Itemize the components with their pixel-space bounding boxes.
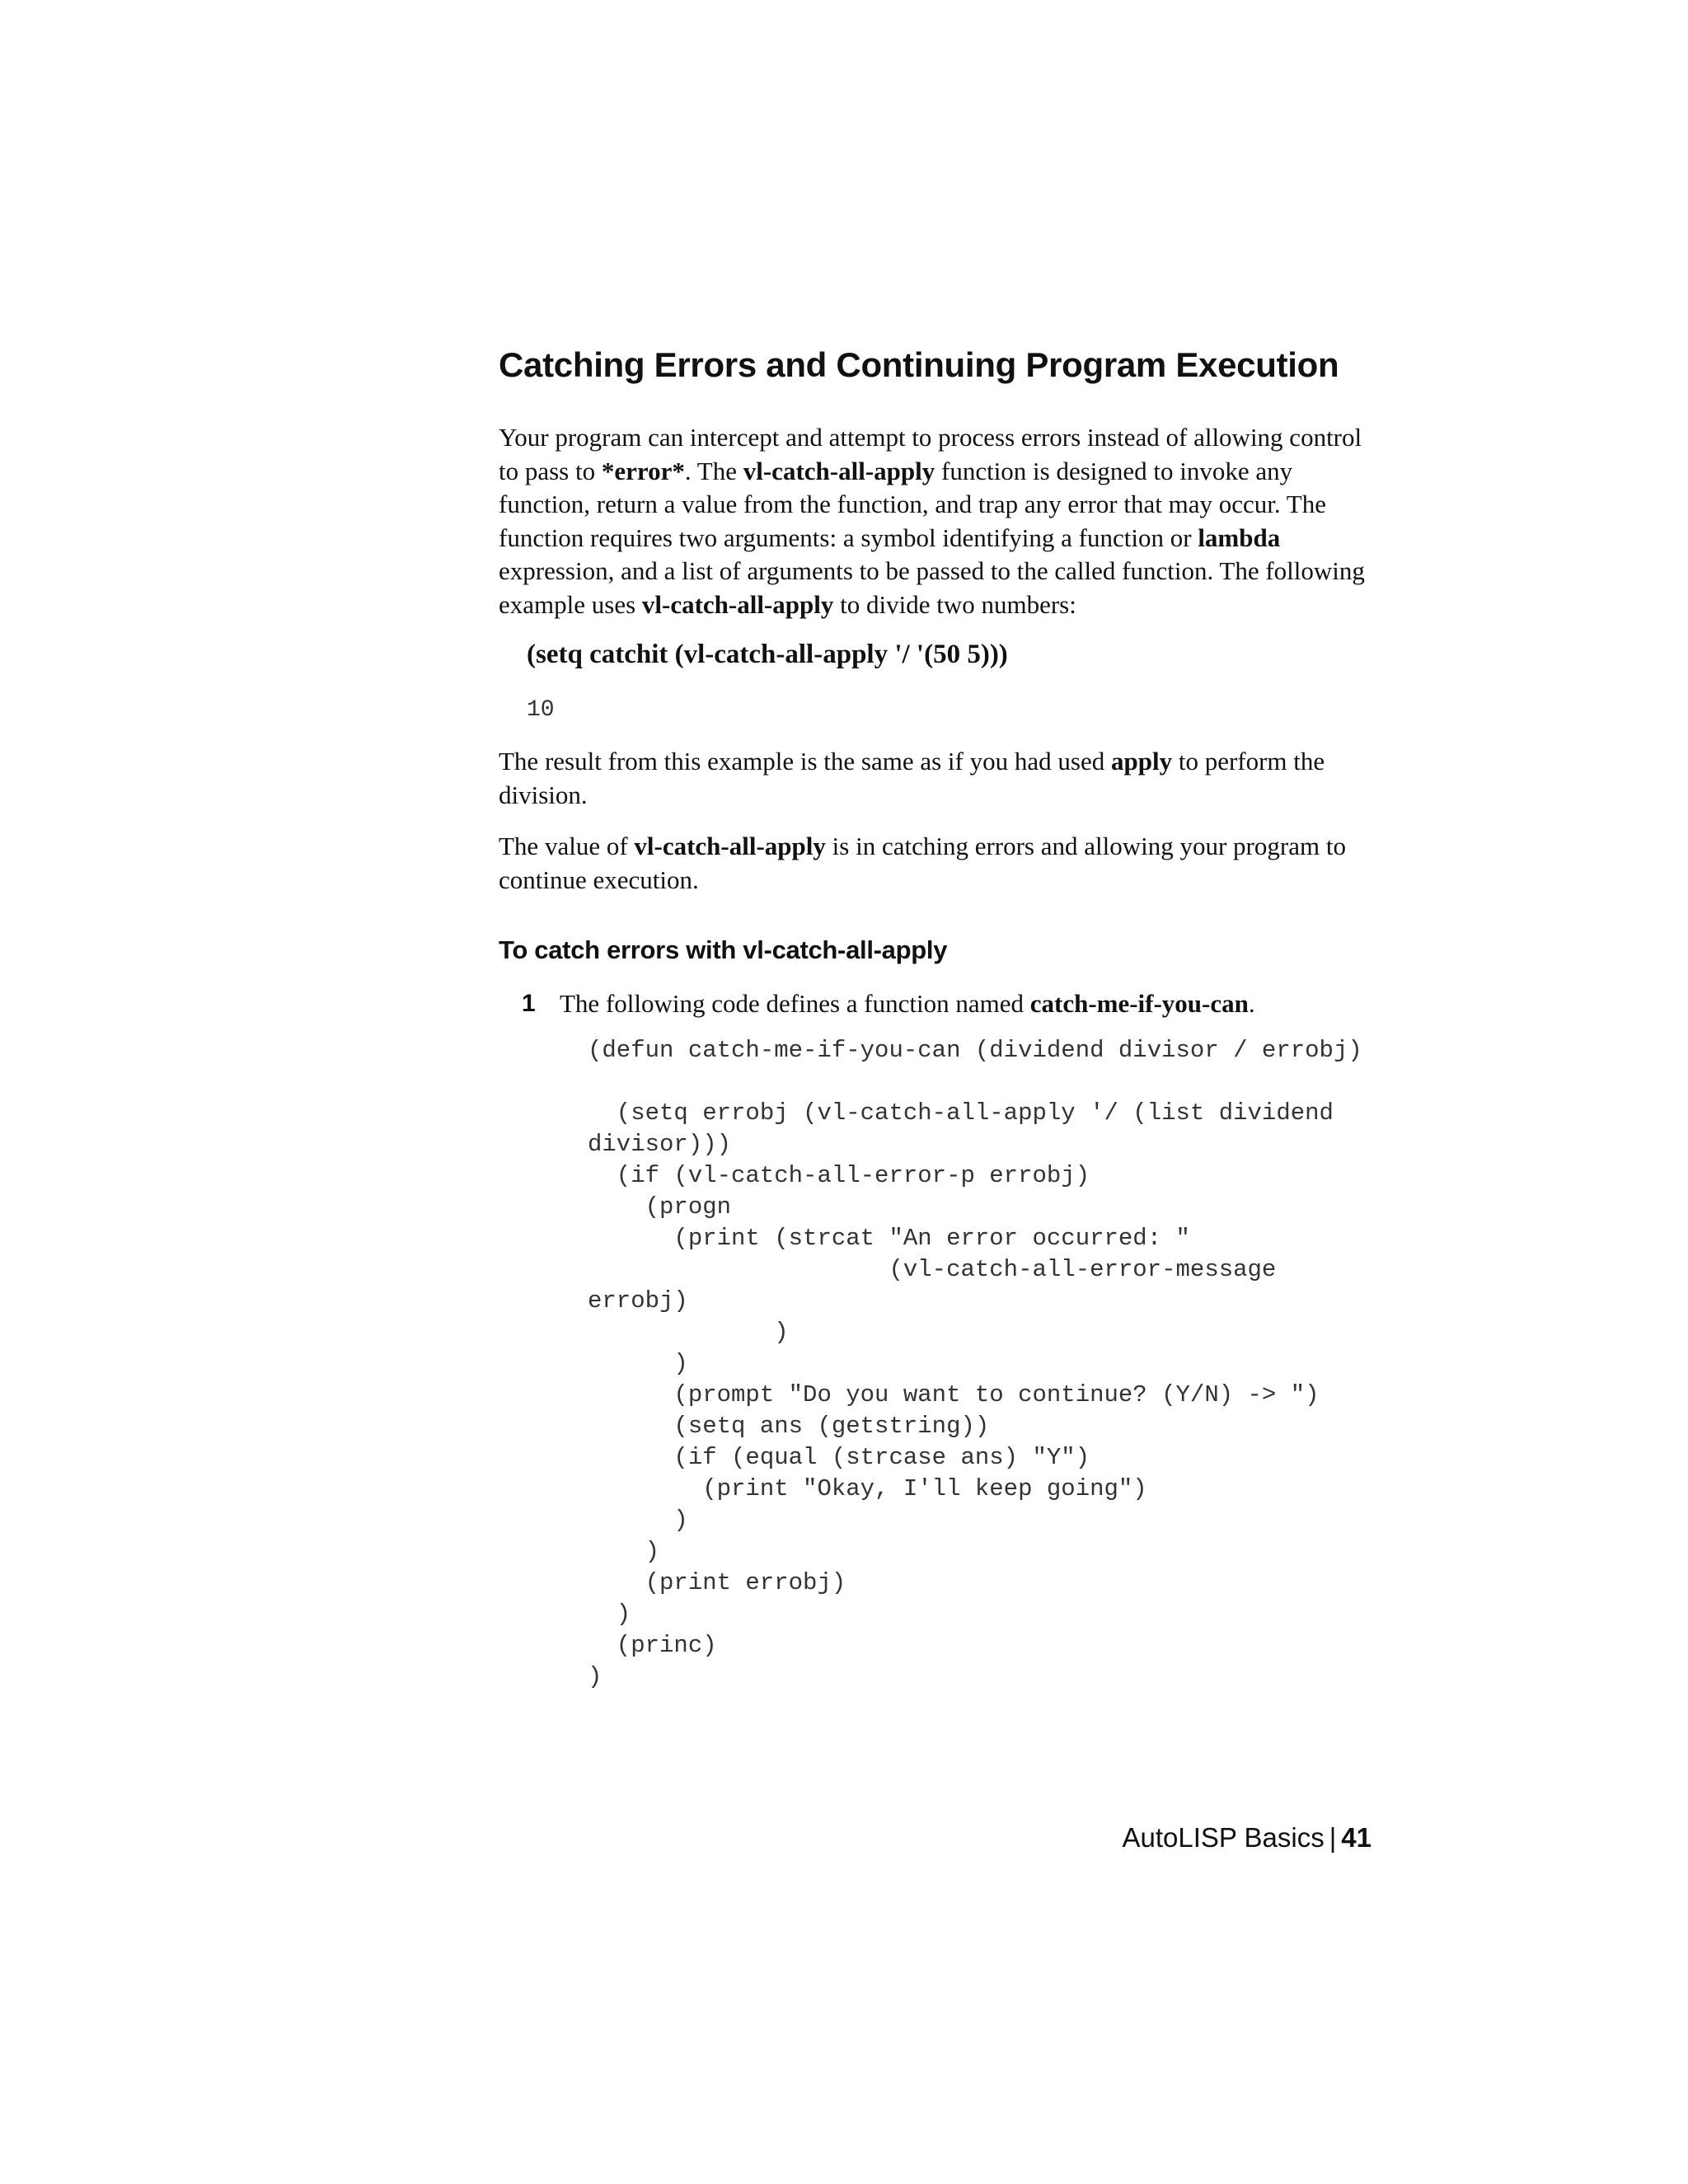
intro-term-catch-all-apply-2: vl-catch-all-apply <box>641 589 834 619</box>
intro-text-5: to divide two numbers: <box>833 589 1076 619</box>
step-number: 1 <box>522 990 536 1017</box>
example-code: (setq catchit (vl-catch-all-apply '/ '(50 5))) <box>527 640 1008 669</box>
value-term-catch-all-apply: vl-catch-all-apply <box>634 832 826 860</box>
intro-term-catch-all-apply: vl-catch-all-apply <box>743 456 935 485</box>
intro-term-error: *error* <box>601 456 685 485</box>
result-term-apply: apply <box>1110 747 1173 776</box>
result-text-1: The result from this example is the same as if you had used <box>499 747 1111 776</box>
value-text-2: is in catching errors and allowing your program to continue execution. <box>499 832 1346 894</box>
result-paragraph <box>499 745 1372 812</box>
footer-book-title: AutoLISP Basics <box>1122 1822 1325 1853</box>
intro-paragraph <box>499 421 1372 621</box>
step-text <box>560 987 1372 1020</box>
example-result: 10 <box>527 697 555 723</box>
intro-text-4: expression, and a list of arguments to be passed to the called function. The following example uses <box>499 556 1365 619</box>
section-heading: Catching Errors and Continuing Program Execution <box>499 345 1339 384</box>
procedure-heading: To catch errors with vl-catch-all-apply <box>499 935 948 964</box>
value-paragraph <box>499 830 1372 897</box>
procedure-step <box>499 987 1372 1020</box>
page-content <box>499 342 1372 1693</box>
step-text-1: The following code defines a function named <box>560 989 1030 1018</box>
footer-separator: | <box>1329 1822 1337 1853</box>
step-text-2: . <box>1248 989 1255 1018</box>
intro-text-1: Your program can intercept and attempt to process errors instead of allowing control to pass to <box>499 423 1362 485</box>
page-number: 41 <box>1341 1822 1372 1853</box>
intro-text-3: function is designed to invoke any function, return a value from the function, and trap any error that may occur. The function requires two arguments: a symbol identifying a function or <box>499 456 1326 552</box>
page-footer <box>1123 1820 1372 1856</box>
intro-term-lambda: lambda <box>1198 523 1281 552</box>
code-listing: (defun catch-me-if-you-can (dividend divisor / errobj) (setq errobj (vl-catch-all-apply '/ (list dividend divisor))) (if (vl-catch-all-error-p errobj) (progn (print (strcat "An error occurred: " (vl-catch-all-error-message errobj) ) ) (prompt "Do you want to continue? (Y/N) -> ") (setq ans (getstring)) (if (equal (strcase ans) "Y") (print "Okay, I'll keep going") ) ) (print errobj) ) (princ) ) <box>588 1037 1362 1690</box>
result-text-2: to perform the division. <box>499 747 1325 809</box>
intro-text-2: . The <box>684 456 743 485</box>
value-text-1: The value of <box>499 832 635 860</box>
step-term-function-name: catch-me-if-you-can <box>1029 989 1249 1018</box>
